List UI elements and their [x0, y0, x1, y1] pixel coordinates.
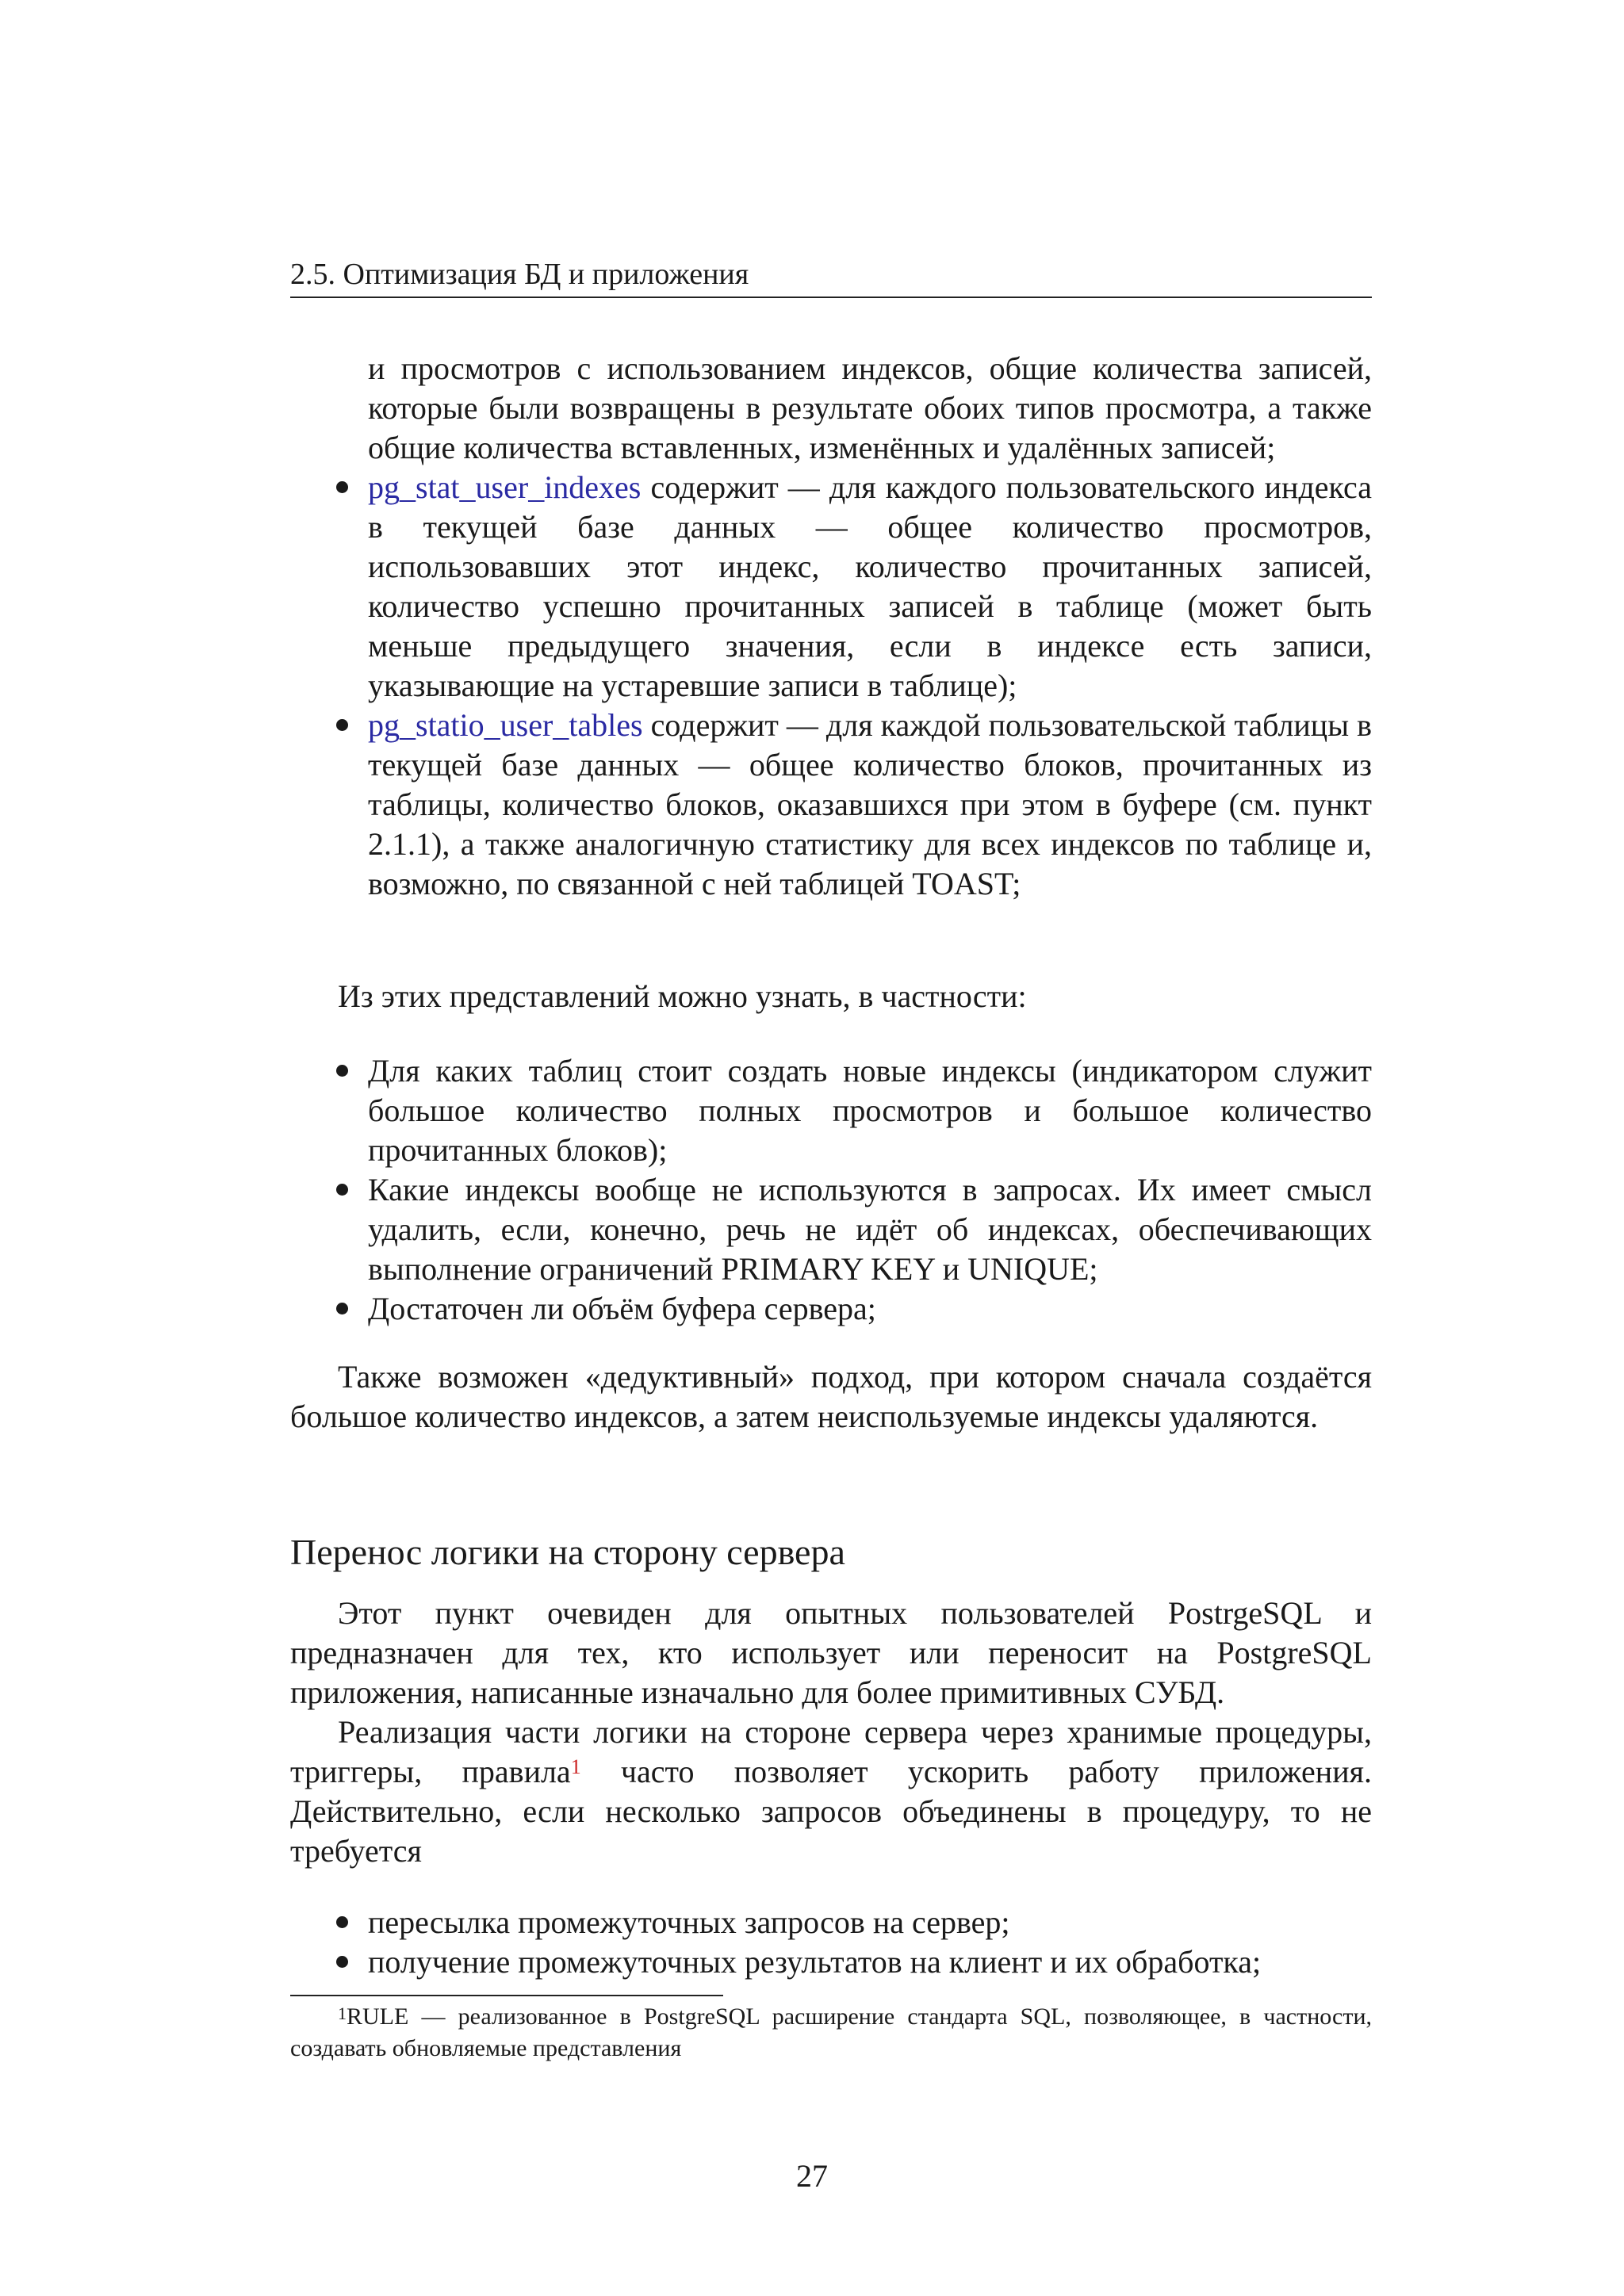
- intro-paragraph: Из этих представлений можно узнать, в частности:: [338, 978, 1027, 1014]
- list-item: [290, 1903, 1372, 1942]
- list-item-text: Какие индексы вообще не используются в запросах. Их имеет смысл удалить, если, конечно, речь не идёт об индексах, обеспечивающих выполнение ограничений PRIMARY KEY и UNIQUE;: [368, 1172, 1372, 1287]
- list-item-pg-stat-user-indexes: [290, 468, 1372, 706]
- list-item: [290, 1170, 1372, 1289]
- findings-list: [290, 1051, 1372, 1329]
- footnote: [290, 2001, 1372, 2064]
- views-list: [290, 349, 1372, 904]
- bullet-icon: [336, 1956, 348, 1968]
- list-item: [290, 1942, 1372, 1982]
- server-paragraph-2: [290, 1712, 1372, 1871]
- list-item-text: Для каких таблиц стоит создать новые индексы (индикатором служит большое количество полных просмотров и большое количество прочитанных блоков);: [368, 1053, 1372, 1168]
- deductive-paragraph: Также возможен «дедуктивный» подход, при котором сначала создаётся большое количество индексов, а затем неиспользуемые индексы удаляются.: [290, 1359, 1372, 1434]
- footnote-ref-link[interactable]: 1: [570, 1755, 581, 1778]
- list-item-text: содержит — для каждого пользовательского индекса в текущей базе данных — общее количество просмотров, использовавших этот индекс, количество прочитанных записей, количество успешно прочитанных записей в таблице (может быть меньше предыдущего значения, если в индексе есть записи, указывающие на устаревшие записи в таблице);: [368, 469, 1372, 703]
- paragraph-text: Реализация части логики на стороне сервера через хранимые процедуры, триггеры, правила: [290, 1714, 1372, 1789]
- bullet-icon: [336, 1065, 348, 1077]
- bullet-icon: [336, 1303, 348, 1314]
- server-paragraph-1: Этот пункт очевиден для опытных пользователей PostrgeSQL и предназначен для тех, кто использует или переносит на PostgreSQL приложения, написанные изначально для более примитивных СУБД.: [290, 1595, 1372, 1710]
- section-title: Перенос логики на сторону сервера: [290, 1532, 845, 1572]
- running-header: 2.5. Оптимизация БД и приложения: [290, 252, 1372, 298]
- bullet-icon: [336, 481, 348, 493]
- list-item: [290, 1051, 1372, 1170]
- pg-stat-user-indexes-link[interactable]: pg_stat_user_indexes: [368, 469, 642, 505]
- list-item: [290, 1289, 1372, 1329]
- page-number: 27: [796, 2158, 828, 2194]
- list-item-text: Достаточен ли объём буфера сервера;: [368, 1291, 876, 1326]
- list-item-text: получение промежуточных результатов на клиент и их обработка;: [368, 1944, 1262, 1980]
- list-item-text: пересылка промежуточных запросов на сервер;: [368, 1904, 1010, 1940]
- footnote-text: RULE — реализованное в PostgreSQL расширение стандарта SQL, позволяющее, в частности, создавать обновляемые представления: [290, 2003, 1372, 2061]
- paragraph-text: часто позволяет ускорить работу приложения. Действительно, если несколько запросов объединены в процедуру, то не требуется: [290, 1754, 1372, 1869]
- list-item-text: содержит — для каждой пользовательской таблицы в текущей базе данных — общее количество блоков, прочитанных из таблицы, количество блоков, оказавшихся при этом в буфере (см. пункт 2.1.1), а также аналогичную статистику для всех индексов по таблице и, возможно, по связанной с ней таблицей TOAST;: [368, 707, 1372, 901]
- bullet-icon: [336, 1916, 348, 1928]
- footnote-divider: [290, 1995, 723, 1996]
- bullet-icon: [336, 719, 348, 731]
- pg-statio-user-tables-link[interactable]: pg_statio_user_tables: [368, 707, 643, 743]
- list-item-text: и просмотров с использованием индексов, общие количества записей, которые были возвращены в результате обоих типов просмотра, а также общие количества вставленных, изменённых и удалённых записей;: [368, 350, 1372, 465]
- bullet-icon: [336, 1184, 348, 1196]
- benefits-list: [290, 1903, 1372, 1982]
- footnote-mark: 1: [338, 2003, 347, 2023]
- list-item-continuation: [290, 349, 1372, 468]
- list-item-pg-statio-user-tables: [290, 706, 1372, 904]
